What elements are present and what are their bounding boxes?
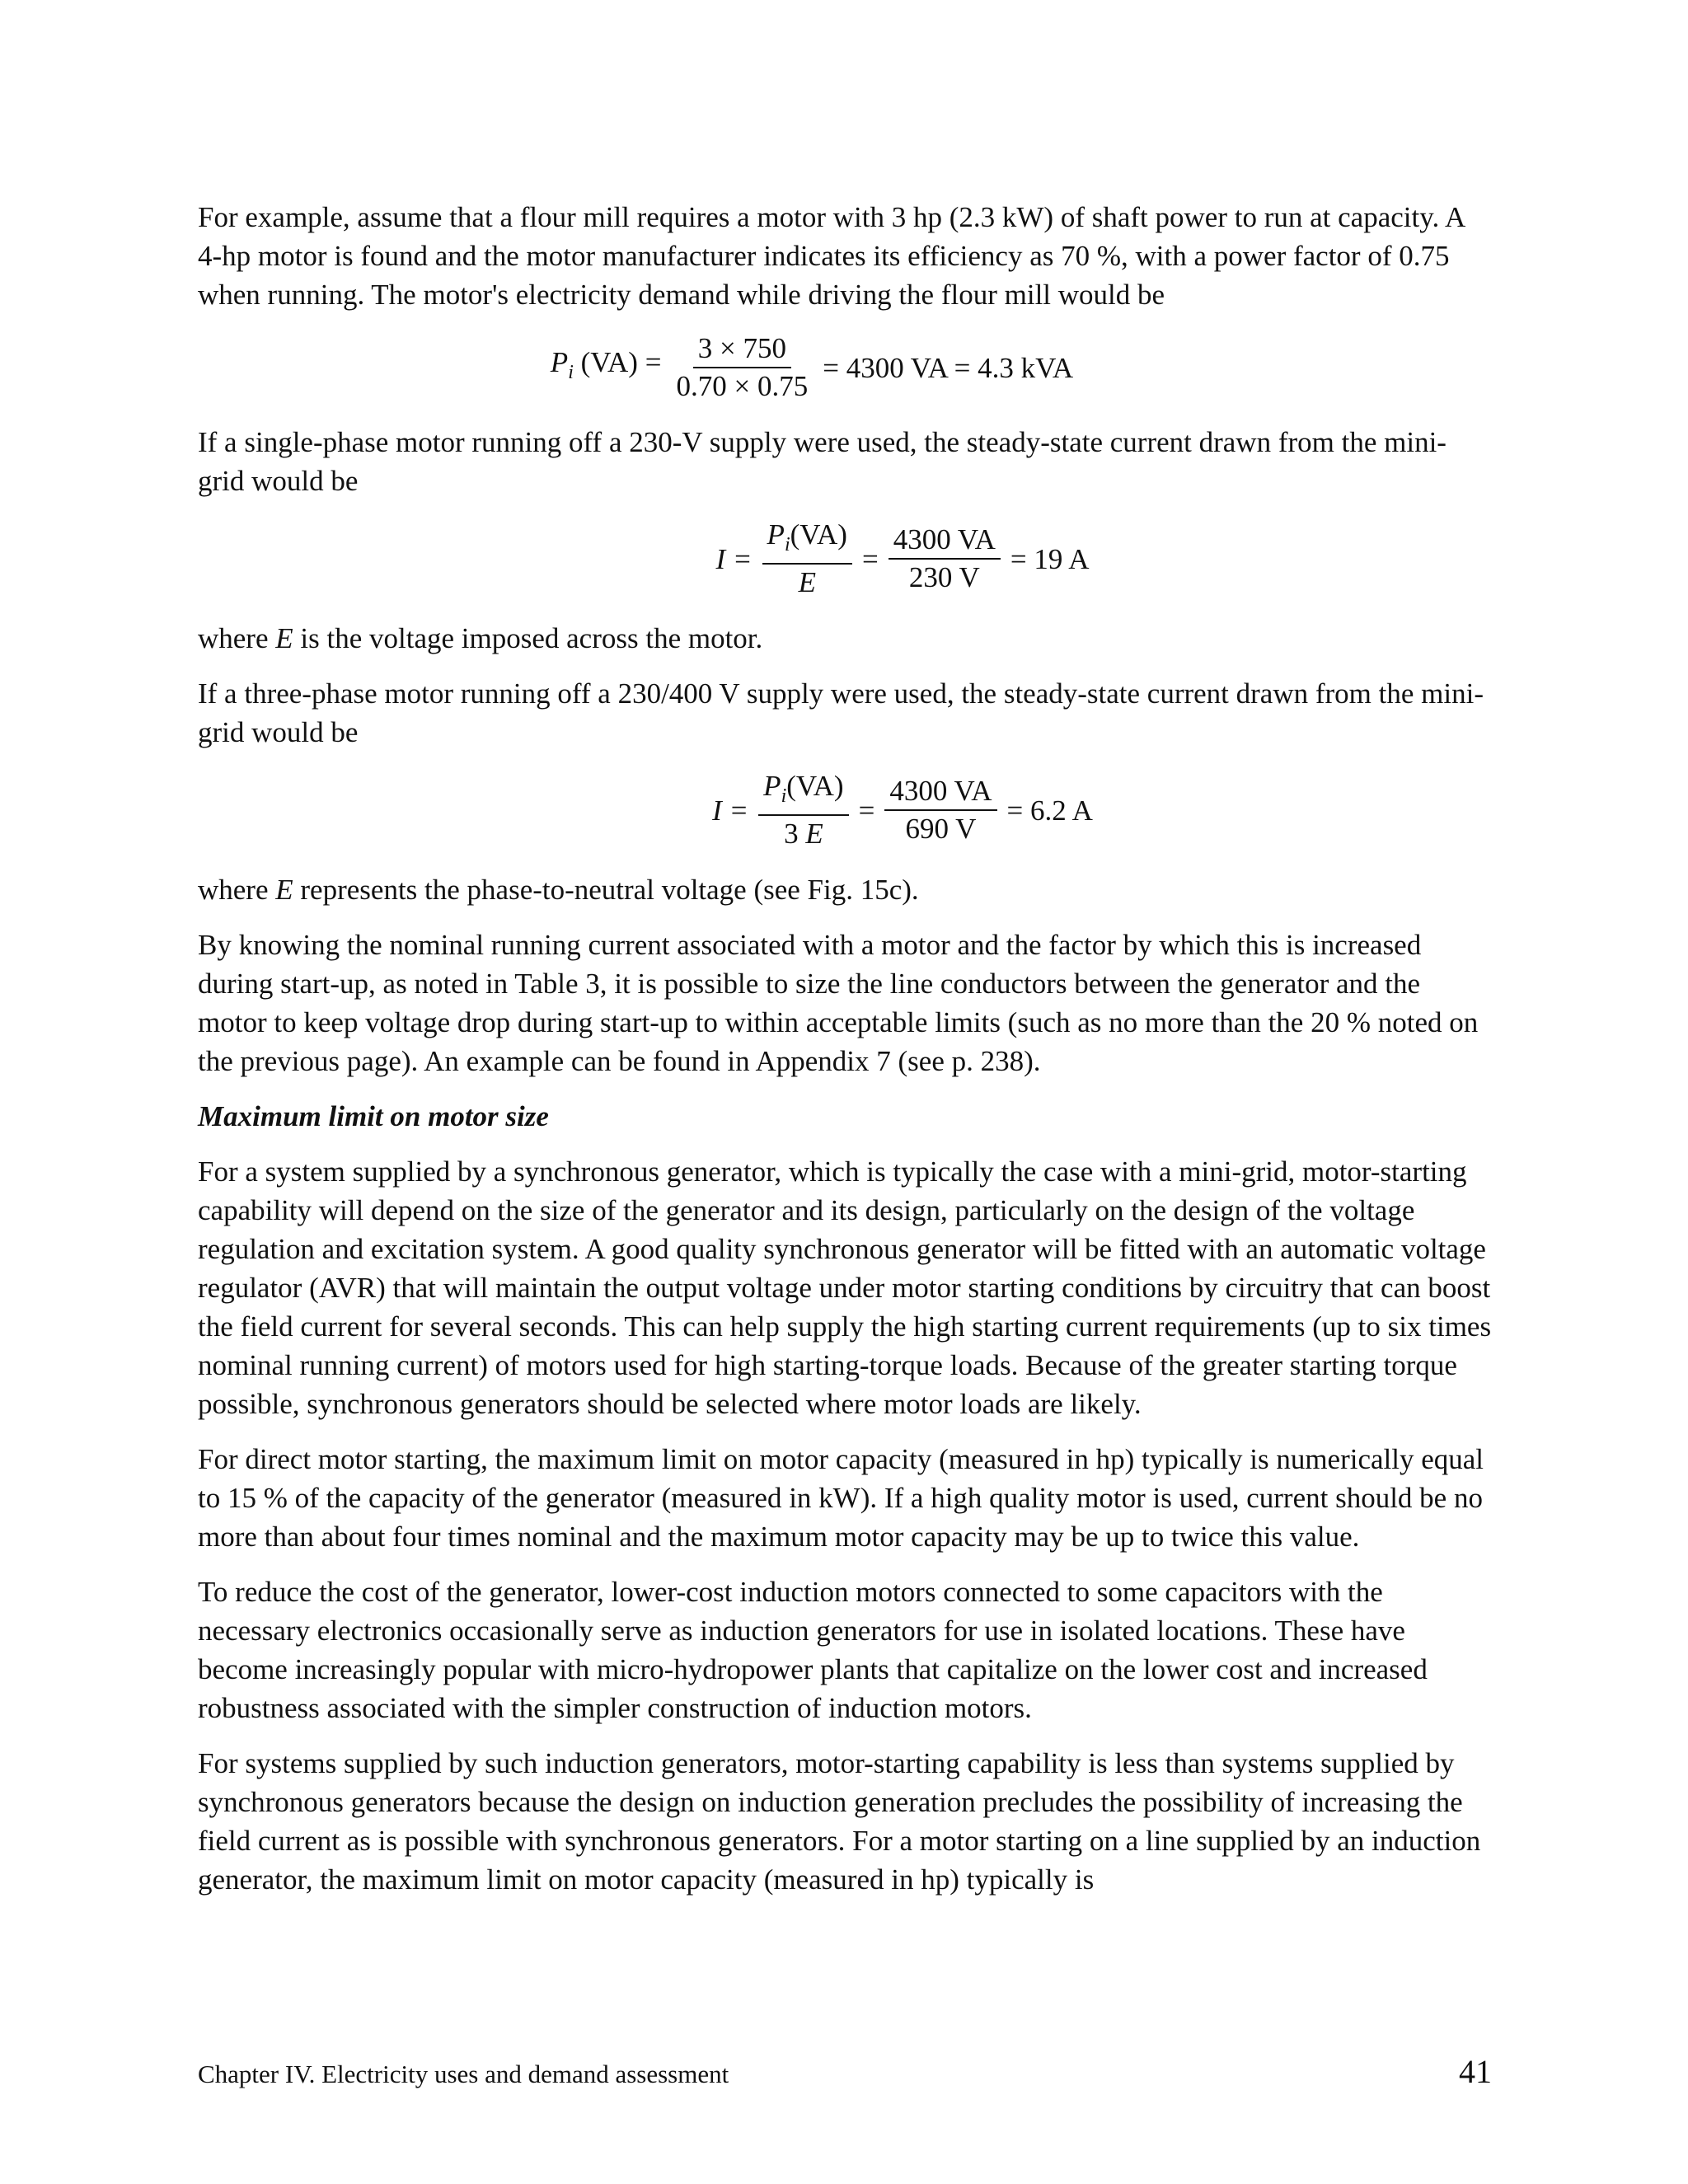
equals-sign: = [858,794,875,827]
equation-result: = 4300 VA = 4.3 kVA [823,351,1074,384]
paragraph-synchronous-generator: For a system supplied by a synchronous generator, which is typically the case with a mini-grid, motor-starting capability will depend on the size of the generator and its design, particularly on the design of the voltage regulation and excitation system. A good quality synchronous generator will be fitted with an automatic voltage regulator (AVR) that will maintain the output voltage under motor starting conditions by circuitry that can boost the field current for several seconds. This can help supply the high starting current requirements (up to six times nominal running current) of motors used for high starting-torque loads. Because of the greater starting torque possible, synchronous generators should be selected where motor loads are likely. [198,1155,1492,1420]
page-footer [198,2052,1492,2091]
equation-lhs: I = [715,542,753,575]
equation-three-phase-current [313,768,1492,852]
page-body [198,198,1492,1915]
paragraph-induction-starting-capability: For systems supplied by such induction generators, motor-starting capability is less than systems supplied by synchronous generators because the design on induction generation precludes the possibility of increasing the field current as is possible with synchronous generators. For a motor starting on a line supplied by an induction generator, the maximum limit on motor capacity (measured in hp) typically is [198,1747,1481,1896]
equation-fraction [758,768,848,852]
equation-lhs: I = [712,794,749,827]
fraction-numerator: 4300 VA [884,773,996,811]
equation-fraction [884,773,996,847]
equation-fraction [889,522,1001,596]
paragraph-line-conductor-sizing: By knowing the nominal running current associated with a motor and the factor by which this is increased during start-up, as noted in Table 3, it is possible to size the line conductors between the generator and the motor to keep voltage drop during start-up to within acceptable limits (such as no more than the 20 % noted on the previous page). An example can be found in Appendix 7 (see p. 238). [198,929,1479,1077]
equation-fraction [762,517,852,601]
chapter-title: Chapter IV. Electricity uses and demand assessment [198,2060,729,2088]
equation-result: = 19 A [1010,542,1090,575]
equation-single-phase-current [313,517,1492,601]
paragraph-single-phase: If a single-phase motor running off a 230-V supply were used, the steady-state current drawn from the mini-grid would be [198,426,1447,497]
paragraph-flour-mill-example: For example, assume that a flour mill requires a motor with 3 hp (2.3 kW) of shaft power to run at capacity. A 4-hp motor is found and the motor manufacturer indicates its efficiency as 70 %, with a power factor of 0.75 when running. The motor's electricity demand while driving the flour mill would be [198,201,1465,311]
paragraph-three-phase: If a three-phase motor running off a 230/400 V supply were used, the steady-state current drawn from the mini-grid would be [198,677,1484,748]
fraction-denominator: 0.70 × 0.75 [676,370,809,402]
fraction-denominator: E [798,566,816,598]
fraction-numerator: 3 × 750 [693,330,791,368]
equation-power-demand [132,330,1492,405]
fraction-denominator: 3 E [784,818,823,850]
fraction-denominator: 690 V [905,813,977,845]
equation-result: = 6.2 A [1006,794,1093,827]
section-heading: Maximum limit on motor size [198,1100,549,1132]
fraction-numerator: $P_i(VA)$ [762,517,852,565]
paragraph-induction-generators: To reduce the cost of the generator, lower-cost induction motors connected to some capacitors with the necessary electronics occasionally serve as induction generators for use in isolated locations. These have become increasingly popular with micro-hydropower plants that capitalize on the lower cost and increased robustness associated with the simpler construction of induction motors. [198,1576,1428,1724]
paragraph-direct-motor-starting: For direct motor starting, the maximum limit on motor capacity (measured in hp) typically is numerically equal to 15 % of the capacity of the generator (measured in kW). If a high quality motor is used, current should be no more than about four times nominal and the maximum motor capacity may be up to twice this value. [198,1443,1484,1553]
paragraph-where-e-voltage: where E is the voltage imposed across the motor. [198,622,763,654]
equation-fraction [671,330,813,405]
paragraph-where-e-phase-neutral: where E represents the phase-to-neutral voltage (see Fig. 15c). [198,874,919,906]
fraction-numerator: 4300 VA [889,522,1001,560]
fraction-numerator: $P_i(VA)$ [758,768,848,816]
page-number: 41 [1459,2053,1492,2090]
equals-sign: = [861,542,879,575]
equation-lhs: $P_i$ (VA) = [550,346,662,383]
fraction-denominator: 230 V [908,561,980,593]
